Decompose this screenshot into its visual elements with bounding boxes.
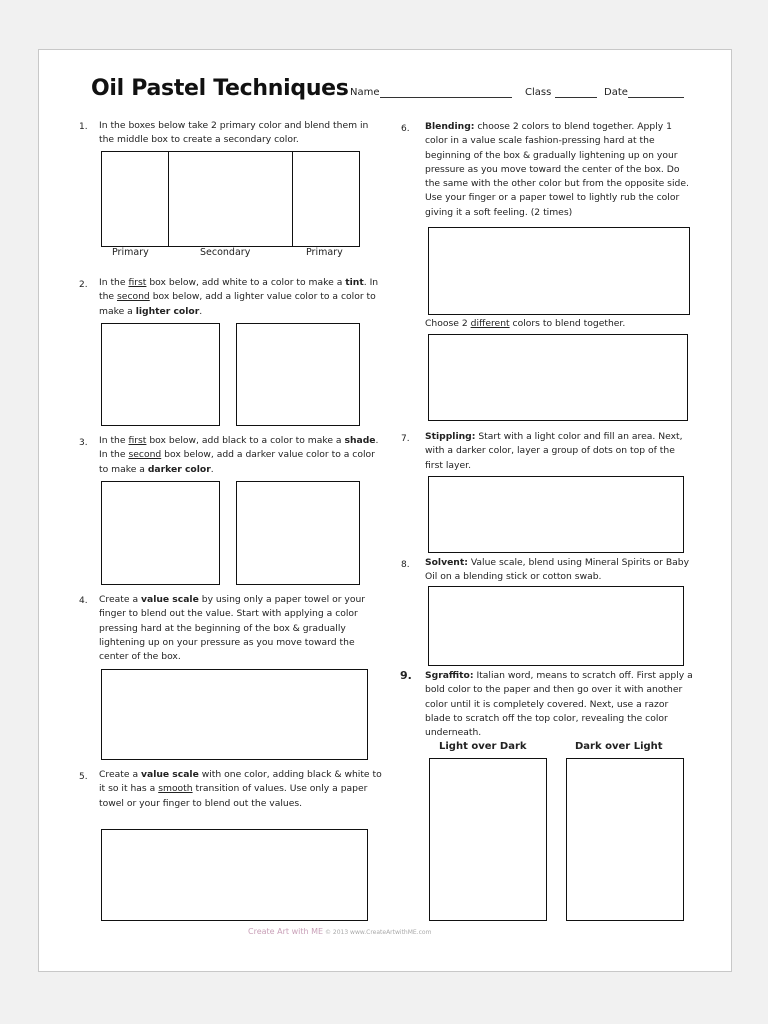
- item-6-box-2[interactable]: [428, 334, 688, 421]
- date-field[interactable]: [604, 87, 684, 98]
- light-over-dark-label: Light over Dark: [439, 741, 527, 752]
- label-secondary: Secondary: [200, 247, 251, 258]
- item-6-choose-text: Choose 2 different colors to blend together.: [425, 318, 626, 329]
- item-7-text: Stippling: Start with a light color and fill an area. Next, with a darker color, layer a group of dots on top of the first layer.: [425, 431, 683, 471]
- item-9-text: Sgraffito: Italian word, means to scratch off. First apply a bold color to the paper and then go over it with another color until it is completely covered. Next, use a razor blade to scratch off the top color, revealing the color underneath.: [425, 670, 693, 739]
- date-label: Date: [604, 87, 628, 98]
- label-primary-2: Primary: [306, 247, 343, 258]
- item-7-number: 7.: [401, 434, 410, 444]
- item-5-number: 5.: [79, 772, 88, 782]
- item-8-box[interactable]: [428, 586, 684, 666]
- logo: Create Art with ME: [248, 927, 324, 936]
- item-3-number: 3.: [79, 438, 88, 448]
- item-3-box-2[interactable]: [236, 481, 360, 585]
- item-9-number: 9.: [400, 669, 412, 682]
- item-2-box-2[interactable]: [236, 323, 360, 426]
- footer: [248, 927, 431, 936]
- item-2-box-1[interactable]: [101, 323, 220, 426]
- item-4-box[interactable]: [101, 669, 368, 760]
- item-4-number: 4.: [79, 596, 88, 606]
- item-4-text: Create a value scale by using only a paper towel or your finger to blend out the value. Start with applying a color pressing hard at the beginning of the box & gradually lightening up on your pressure as you move toward the center of the box.: [99, 594, 366, 663]
- item-6-text: Blending: choose 2 colors to blend together. Apply 1 color in a value scale fashion-pressing hard at the beginning of the box & gradually lightening up on your pressure as you move toward the center of the box. Do the same with the other color but from the opposite side. Use your finger or a paper towel to lightly rub the color giving it a soft feeling. (2 times): [425, 121, 689, 218]
- item-5-box[interactable]: [101, 829, 368, 921]
- item-6-box-1[interactable]: [428, 227, 690, 315]
- page-title: Oil Pastel Techniques: [91, 76, 349, 101]
- dark-over-light-box[interactable]: [566, 758, 684, 921]
- item-1-number: 1.: [79, 122, 88, 132]
- item-5-text: Create a value scale with one color, adding black & white to it so it has a smooth transition of values. Use only a paper towel or your finger to blend out the values.: [99, 769, 382, 809]
- copyright: © 2013 www.CreateArtwithME.com: [324, 929, 432, 936]
- item-2-text: In the first box below, add white to a color to make a tint. In the second box below, add a lighter value color to a color to make a lighter color.: [99, 277, 379, 317]
- item-1-text: In the boxes below take 2 primary color and blend them in the middle box to create a secondary color.: [99, 120, 369, 146]
- item-1-box[interactable]: [101, 151, 360, 247]
- class-field[interactable]: [525, 87, 597, 98]
- class-label: Class: [525, 87, 552, 98]
- light-over-dark-box[interactable]: [429, 758, 547, 921]
- name-label: Name: [350, 87, 380, 98]
- label-primary-1: Primary: [112, 247, 149, 258]
- item-2-number: 2.: [79, 280, 88, 290]
- worksheet-page: [38, 49, 732, 972]
- item-7-box[interactable]: [428, 476, 684, 553]
- item-8-text: Solvent: Value scale, blend using Mineral Spirits or Baby Oil on a blending stick or cotton swab.: [425, 557, 690, 583]
- item-3-box-1[interactable]: [101, 481, 220, 585]
- name-field[interactable]: [350, 87, 512, 98]
- item-6-number: 6.: [401, 124, 410, 134]
- item-8-number: 8.: [401, 560, 410, 570]
- item-3-text: In the first box below, add black to a color to make a shade. In the second box below, add a darker value color to a color to make a darker color.: [99, 435, 379, 475]
- dark-over-light-label: Dark over Light: [575, 741, 663, 752]
